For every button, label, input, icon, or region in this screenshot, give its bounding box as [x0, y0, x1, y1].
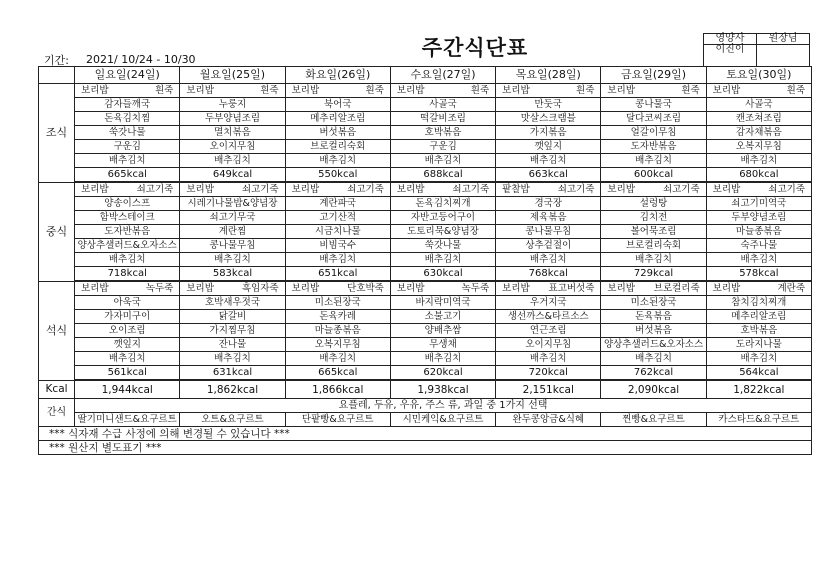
- menu-row: [39, 154, 812, 168]
- rice-item: 보리밥: [396, 282, 425, 294]
- menu-item: 도자반볶음: [601, 140, 706, 154]
- day-header: 화요일(26일): [285, 67, 390, 84]
- porridge-item: 쇠고기죽: [241, 183, 279, 195]
- menu-item: 누룽지: [180, 98, 285, 112]
- menu-item: 도자반볶음: [75, 225, 180, 239]
- day-header: 월요일(25일): [180, 67, 285, 84]
- menu-item: 얼갈이무침: [601, 126, 706, 140]
- kcal-value: 631kcal: [180, 366, 285, 381]
- snack-item: 카스타드&요구르트: [706, 413, 811, 427]
- porridge-item: 쇠고기죽: [136, 183, 174, 195]
- kcal-value: 663kcal: [496, 168, 601, 183]
- menu-item: 배추김치: [706, 352, 811, 366]
- snack-items-row: [39, 413, 812, 427]
- menu-item: 배추김치: [496, 253, 601, 267]
- menu-item: 감자채볶음: [706, 126, 811, 140]
- menu-item: 쇠고기미역국: [706, 197, 811, 211]
- porridge-item: 브로컬리죽: [653, 282, 700, 294]
- porridge-item: 흰죽: [154, 84, 174, 96]
- menu-item: 양상추샐러드&오자소스: [75, 239, 180, 253]
- menu-item: 배추김치: [285, 253, 390, 267]
- rice-item: 보리밥: [186, 183, 214, 195]
- menu-item: 깻잎지: [496, 140, 601, 154]
- porridge-item: 흰죽: [576, 84, 595, 96]
- menu-item: 멸치볶음: [180, 126, 285, 140]
- menu-row: [39, 126, 812, 140]
- rice-porridge-cell: [601, 281, 706, 296]
- kcal-value: 665kcal: [285, 366, 390, 381]
- menu-item: 설렁탕: [601, 197, 706, 211]
- total-kcal-value: 1,822kcal: [706, 380, 811, 399]
- menu-item: 시금치나물: [285, 225, 390, 239]
- porridge-item: 쇠고기죽: [662, 183, 700, 195]
- rice-porridge-cell: [390, 281, 495, 296]
- rice-item: 보리밥: [81, 84, 109, 96]
- approval-dietitian: 영양사: [704, 34, 757, 45]
- menu-item: 오복지무침: [285, 338, 390, 352]
- kcal-value: 630kcal: [390, 267, 495, 282]
- total-kcal-row: [39, 380, 812, 399]
- menu-item: 콩나물무침: [180, 239, 285, 253]
- menu-item: 도토리묵&양념장: [390, 225, 495, 239]
- menu-item: 메추리알조림: [706, 310, 811, 324]
- rice-item: 보리밥: [396, 84, 425, 96]
- notice-row: [39, 441, 812, 455]
- approval-dietitian-sign: 이진이: [704, 45, 757, 67]
- porridge-item: 녹두죽: [145, 282, 174, 294]
- rice-porridge-cell: [180, 182, 285, 197]
- kcal-row: [39, 168, 812, 183]
- menu-item: 마늘종볶음: [285, 324, 390, 338]
- rice-porridge-cell: [285, 84, 390, 98]
- menu-table: [38, 66, 812, 455]
- rice-porridge-cell: [75, 84, 180, 98]
- menu-item: 배추김치: [496, 154, 601, 168]
- menu-item: 제육볶음: [496, 211, 601, 225]
- menu-item: 아욱국: [75, 296, 180, 310]
- menu-item: 배추김치: [390, 253, 495, 267]
- menu-item: 호박볶음: [706, 324, 811, 338]
- menu-item: 오복지무침: [706, 140, 811, 154]
- rice-item: 보리밥: [607, 84, 635, 96]
- menu-item: 돈육볶음: [601, 310, 706, 324]
- kcal-value: 665kcal: [75, 168, 180, 183]
- menu-item: 쑥갓나물: [390, 239, 495, 253]
- rice-item: 보리밥: [81, 183, 109, 195]
- menu-item: 시레기나물밥&양념장: [180, 197, 285, 211]
- notice-text: *** 식자재 수급 사정에 의해 변경될 수 있습니다 ***: [39, 427, 812, 441]
- menu-item: 호박볶음: [390, 126, 495, 140]
- menu-item: 우거지국: [496, 296, 601, 310]
- day-header: 금요일(29일): [601, 67, 706, 84]
- menu-item: 배추김치: [390, 154, 495, 168]
- kcal-value: 583kcal: [180, 267, 285, 282]
- rice-item: 보리밥: [396, 183, 425, 195]
- menu-item: 경국장: [496, 197, 601, 211]
- snack-item: 오트&요구르트: [180, 413, 285, 427]
- menu-item: 배추김치: [75, 253, 180, 267]
- menu-item: 배추김치: [180, 352, 285, 366]
- kcal-value: 561kcal: [75, 366, 180, 381]
- menu-item: 북어국: [285, 98, 390, 112]
- menu-row: [39, 281, 812, 296]
- snack-note-row: [39, 399, 812, 413]
- menu-item: 참치김치찌개: [706, 296, 811, 310]
- menu-item: 구운김: [75, 140, 180, 154]
- approval-director-sign: [757, 45, 810, 67]
- rice-porridge-cell: [180, 84, 285, 98]
- menu-item: 김치전: [601, 211, 706, 225]
- snack-note: 요플레, 두유, 우유, 주스 류, 과일 중 1가지 선택: [75, 399, 812, 413]
- porridge-item: 흰죽: [365, 84, 384, 96]
- total-kcal-value: 1,938kcal: [390, 380, 495, 399]
- kcal-value: 564kcal: [706, 366, 811, 381]
- menu-item: 잔나물: [180, 338, 285, 352]
- porridge-item: 녹두죽: [461, 282, 490, 294]
- menu-item: 배추김치: [285, 154, 390, 168]
- menu-item: 무생채: [390, 338, 495, 352]
- kcal-value: 600kcal: [601, 168, 706, 183]
- day-header-row: [39, 67, 812, 84]
- menu-row: [39, 352, 812, 366]
- menu-row: [39, 296, 812, 310]
- meal-label-lunch: 중식: [39, 182, 75, 281]
- porridge-item: 쇠고기죽: [452, 183, 490, 195]
- menu-item: 배추김치: [75, 154, 180, 168]
- kcal-value: 688kcal: [390, 168, 495, 183]
- kcal-value: 649kcal: [180, 168, 285, 183]
- rice-item: 보리밥: [712, 282, 741, 294]
- menu-item: 자반고등어구이: [390, 211, 495, 225]
- day-header: 목요일(28일): [496, 67, 601, 84]
- meal-label-dinner: 석식: [39, 281, 75, 380]
- menu-row: [39, 84, 812, 98]
- menu-item: 가지볶음: [496, 126, 601, 140]
- kcal-value: 729kcal: [601, 267, 706, 282]
- snack-item: 딸기미니샌드&요구르트: [75, 413, 180, 427]
- rice-porridge-cell: [601, 182, 706, 197]
- menu-row: [39, 225, 812, 239]
- menu-item: 깻잎지: [75, 338, 180, 352]
- kcal-value: 578kcal: [706, 267, 811, 282]
- menu-item: 생선까스&타르소스: [496, 310, 601, 324]
- porridge-item: 흰죽: [260, 84, 279, 96]
- total-kcal-value: 1,862kcal: [180, 380, 285, 399]
- menu-row: [39, 112, 812, 126]
- snack-item: 시민케익&요구르트: [390, 413, 495, 427]
- menu-item: 계란파국: [285, 197, 390, 211]
- kcal-value: 680kcal: [706, 168, 811, 183]
- rice-item: 보리밥: [712, 84, 741, 96]
- day-header: 일요일(24일): [75, 67, 180, 84]
- menu-item: 배추김치: [285, 352, 390, 366]
- rice-porridge-cell: [180, 281, 285, 296]
- menu-item: 미소된장국: [601, 296, 706, 310]
- menu-item: 돈육김치찜: [75, 112, 180, 126]
- menu-item: 떡갈비조림: [390, 112, 495, 126]
- menu-item: 숙주나물: [706, 239, 811, 253]
- menu-item: 호박새우젓국: [180, 296, 285, 310]
- kcal-value: 651kcal: [285, 267, 390, 282]
- menu-row: [39, 253, 812, 267]
- rice-porridge-cell: [496, 182, 601, 197]
- menu-item: 돈육카레: [285, 310, 390, 324]
- porridge-item: 표고버섯죽: [548, 282, 595, 294]
- total-kcal-value: 2,151kcal: [496, 380, 601, 399]
- menu-item: 마늘종볶음: [706, 225, 811, 239]
- menu-item: 콩나물무침: [496, 225, 601, 239]
- menu-item: 쇠고기무국: [180, 211, 285, 225]
- menu-item: 배추김치: [706, 154, 811, 168]
- rice-item: 보리밥: [81, 282, 109, 294]
- menu-item: 구운김: [390, 140, 495, 154]
- menu-item: 쑥갓나물: [75, 126, 180, 140]
- meal-label-breakfast: 조식: [39, 84, 75, 183]
- menu-item: 가지찜무침: [180, 324, 285, 338]
- menu-item: 버섯볶음: [285, 126, 390, 140]
- page-title: 주간식단표: [421, 36, 529, 60]
- menu-item: 배추김치: [180, 154, 285, 168]
- menu-item: 오이지무침: [180, 140, 285, 154]
- rice-item: 보리밥: [186, 84, 214, 96]
- menu-item: 비빔국수: [285, 239, 390, 253]
- porridge-item: 흰죽: [470, 84, 490, 96]
- menu-item: 브로컬리숙회: [601, 239, 706, 253]
- rice-porridge-cell: [496, 84, 601, 98]
- porridge-item: 흰죽: [786, 84, 805, 96]
- kcal-value: 550kcal: [285, 168, 390, 183]
- porridge-item: 단호박죽: [347, 282, 384, 294]
- porridge-item: 계란죽: [777, 282, 805, 294]
- rice-item: 보리밥: [502, 84, 530, 96]
- menu-item: 미소된장국: [285, 296, 390, 310]
- rice-item: 팥찰밥: [502, 183, 530, 195]
- rice-item: 보리밥: [607, 183, 635, 195]
- menu-row: [39, 239, 812, 253]
- kcal-value: 768kcal: [496, 267, 601, 282]
- notice-text: *** 원산지 별도표기 ***: [39, 441, 812, 455]
- porridge-item: 흑임자죽: [241, 282, 279, 294]
- snack-item: 완두콩앙금&식혜: [496, 413, 601, 427]
- rice-item: 보리밥: [291, 183, 320, 195]
- day-header: 토요일(30일): [706, 67, 811, 84]
- menu-item: 콩나물국: [601, 98, 706, 112]
- menu-item: 캔조쳐조림: [706, 112, 811, 126]
- menu-item: 양송이스프: [75, 197, 180, 211]
- menu-row: [39, 140, 812, 154]
- approval-box: [703, 33, 810, 67]
- total-kcal-value: 1,866kcal: [285, 380, 390, 399]
- menu-item: 달다코씨조림: [601, 112, 706, 126]
- rice-porridge-cell: [601, 84, 706, 98]
- rice-item: 보리밥: [291, 84, 320, 96]
- menu-item: 버섯볶음: [601, 324, 706, 338]
- menu-item: 배추김치: [180, 253, 285, 267]
- porridge-item: 쇠고기죽: [347, 183, 384, 195]
- snack-item: 찐빵&요구르트: [601, 413, 706, 427]
- kcal-value: 720kcal: [496, 366, 601, 381]
- menu-item: 배추김치: [496, 352, 601, 366]
- menu-item: 배추김치: [601, 154, 706, 168]
- total-kcal-value: 1,944kcal: [75, 380, 180, 399]
- menu-row: [39, 211, 812, 225]
- menu-item: 만둣국: [496, 98, 601, 112]
- rice-item: 보리밥: [712, 183, 741, 195]
- porridge-item: 흰죽: [681, 84, 700, 96]
- menu-item: 배추김치: [706, 253, 811, 267]
- menu-item: 함박스테이크: [75, 211, 180, 225]
- menu-row: [39, 197, 812, 211]
- menu-item: 가자미구이: [75, 310, 180, 324]
- menu-item: 감자들깨국: [75, 98, 180, 112]
- rice-porridge-cell: [285, 281, 390, 296]
- rice-item: 보리밥: [607, 282, 635, 294]
- notice-row: [39, 427, 812, 441]
- porridge-item: 쇠고기죽: [768, 183, 805, 195]
- menu-item: 닭갈비: [180, 310, 285, 324]
- menu-item: 두부양념조림: [180, 112, 285, 126]
- rice-porridge-cell: [496, 281, 601, 296]
- kcal-row: [39, 267, 812, 282]
- menu-item: 배추김치: [601, 352, 706, 366]
- menu-item: 고기산적: [285, 211, 390, 225]
- menu-item: 도라지나물: [706, 338, 811, 352]
- day-header: 수요일(27일): [390, 67, 495, 84]
- rice-porridge-cell: [75, 182, 180, 197]
- menu-item: 볼어묵조림: [601, 225, 706, 239]
- menu-item: 오이지무침: [496, 338, 601, 352]
- rice-porridge-cell: [75, 281, 180, 296]
- menu-item: 배추김치: [601, 253, 706, 267]
- menu-item: 소불고기: [390, 310, 495, 324]
- rice-porridge-cell: [706, 281, 811, 296]
- menu-item: 사골국: [390, 98, 495, 112]
- total-kcal-label: Kcal: [39, 380, 75, 399]
- menu-item: 두부양념조림: [706, 211, 811, 225]
- total-kcal-value: 2,090kcal: [601, 380, 706, 399]
- menu-item: 오이조림: [75, 324, 180, 338]
- menu-item: 돈육김치찌개: [390, 197, 495, 211]
- snack-label: 간식: [39, 399, 75, 427]
- menu-row: [39, 310, 812, 324]
- kcal-row: [39, 366, 812, 381]
- period-label: 기간:: [44, 54, 69, 67]
- menu-row: [39, 338, 812, 352]
- rice-item: 보리밥: [291, 282, 320, 294]
- rice-porridge-cell: [706, 182, 811, 197]
- menu-item: 양상추샐러드&오자소스: [601, 338, 706, 352]
- kcal-value: 620kcal: [390, 366, 495, 381]
- menu-item: 메추리알조림: [285, 112, 390, 126]
- menu-item: 배추김치: [75, 352, 180, 366]
- rice-item: 보리밥: [186, 282, 214, 294]
- kcal-value: 762kcal: [601, 366, 706, 381]
- menu-item: 맛살스크램블: [496, 112, 601, 126]
- rice-porridge-cell: [706, 84, 811, 98]
- rice-porridge-cell: [390, 182, 495, 197]
- period-value: 2021/ 10/24 - 10/30: [86, 53, 196, 66]
- menu-item: 바지락미역국: [390, 296, 495, 310]
- menu-row: [39, 182, 812, 197]
- menu-item: 양배추쌈: [390, 324, 495, 338]
- menu-item: 사골국: [706, 98, 811, 112]
- rice-item: 보리밥: [502, 282, 530, 294]
- menu-item: 브로컬리숙회: [285, 140, 390, 154]
- snack-item: 단팥빵&요구르트: [285, 413, 390, 427]
- menu-item: 연근조림: [496, 324, 601, 338]
- approval-director: 원장님: [757, 34, 810, 45]
- menu-row: [39, 98, 812, 112]
- menu-item: 상추겉절이: [496, 239, 601, 253]
- kcal-value: 718kcal: [75, 267, 180, 282]
- corner-cell: [39, 67, 75, 84]
- menu-item: 계란찜: [180, 225, 285, 239]
- rice-porridge-cell: [390, 84, 495, 98]
- rice-porridge-cell: [285, 182, 390, 197]
- menu-row: [39, 324, 812, 338]
- porridge-item: 쇠고기죽: [557, 183, 595, 195]
- menu-item: 배추김치: [390, 352, 495, 366]
